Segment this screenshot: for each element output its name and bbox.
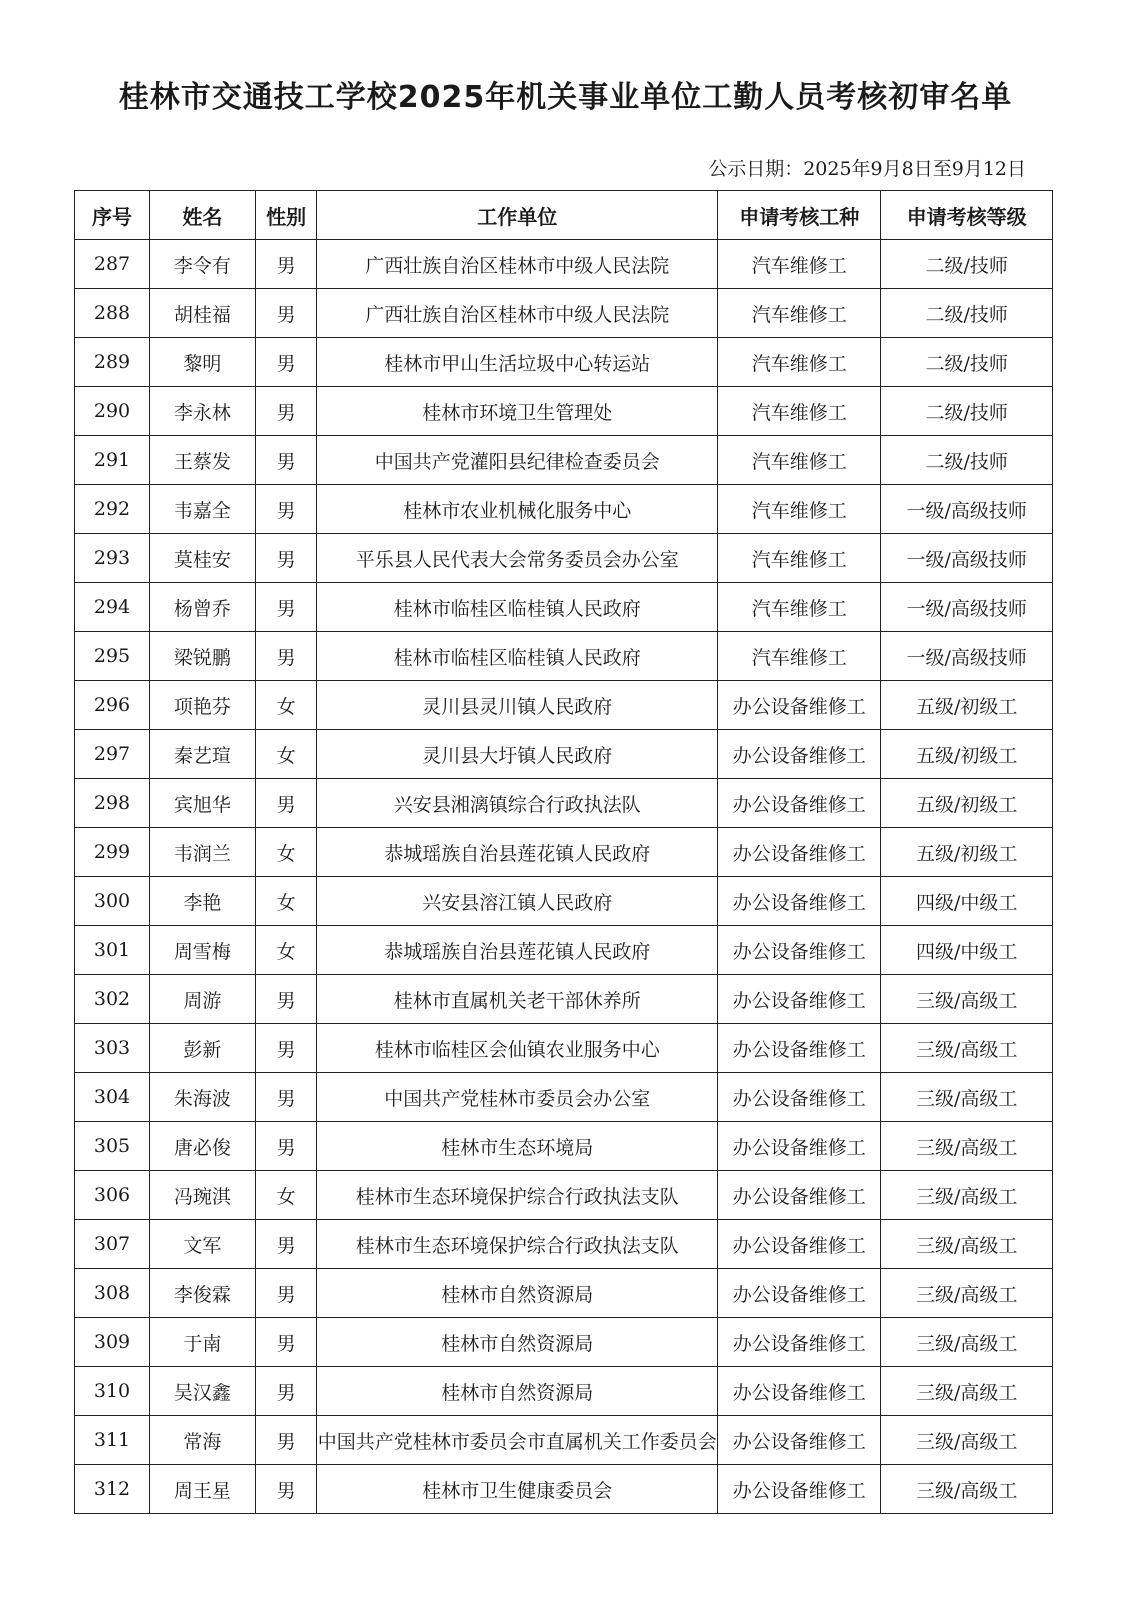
cell-work-unit: 桂林市自然资源局 bbox=[317, 1367, 718, 1416]
cell-seq: 306 bbox=[75, 1171, 150, 1220]
cell-gender: 男 bbox=[255, 387, 317, 436]
cell-level: 二级/技师 bbox=[881, 289, 1053, 338]
cell-trade: 汽车维修工 bbox=[718, 583, 881, 632]
table-row bbox=[75, 1465, 1053, 1514]
cell-gender: 男 bbox=[255, 1220, 317, 1269]
cell-gender: 女 bbox=[255, 877, 317, 926]
cell-gender: 女 bbox=[255, 926, 317, 975]
cell-seq: 308 bbox=[75, 1269, 150, 1318]
cell-seq: 309 bbox=[75, 1318, 150, 1367]
cell-trade: 办公设备维修工 bbox=[718, 1024, 881, 1073]
cell-trade: 办公设备维修工 bbox=[718, 1171, 881, 1220]
cell-level: 五级/初级工 bbox=[881, 681, 1053, 730]
cell-level: 三级/高级工 bbox=[881, 1465, 1053, 1514]
cell-seq: 296 bbox=[75, 681, 150, 730]
cell-work-unit: 桂林市自然资源局 bbox=[317, 1269, 718, 1318]
table-row bbox=[75, 583, 1053, 632]
cell-seq: 303 bbox=[75, 1024, 150, 1073]
cell-name: 周游 bbox=[149, 975, 255, 1024]
cell-name: 黎明 bbox=[149, 338, 255, 387]
cell-work-unit: 恭城瑶族自治县莲花镇人民政府 bbox=[317, 926, 718, 975]
table-row bbox=[75, 240, 1053, 289]
cell-work-unit: 兴安县湘漓镇综合行政执法队 bbox=[317, 779, 718, 828]
cell-name: 彭新 bbox=[149, 1024, 255, 1073]
cell-work-unit: 桂林市生态环境保护综合行政执法支队 bbox=[317, 1171, 718, 1220]
cell-trade: 办公设备维修工 bbox=[718, 1367, 881, 1416]
table-row bbox=[75, 1073, 1053, 1122]
cell-level: 二级/技师 bbox=[881, 338, 1053, 387]
cell-trade: 汽车维修工 bbox=[718, 632, 881, 681]
cell-gender: 男 bbox=[255, 1465, 317, 1514]
cell-seq: 307 bbox=[75, 1220, 150, 1269]
cell-name: 吴汉鑫 bbox=[149, 1367, 255, 1416]
cell-seq: 305 bbox=[75, 1122, 150, 1171]
cell-seq: 302 bbox=[75, 975, 150, 1024]
header-work-unit: 工作单位 bbox=[317, 191, 718, 240]
cell-level: 三级/高级工 bbox=[881, 1122, 1053, 1171]
cell-work-unit: 广西壮族自治区桂林市中级人民法院 bbox=[317, 240, 718, 289]
publish-date: 公示日期：2025年9月8日至9月12日 bbox=[708, 158, 1026, 180]
cell-trade: 汽车维修工 bbox=[718, 289, 881, 338]
cell-level: 三级/高级工 bbox=[881, 1269, 1053, 1318]
cell-gender: 男 bbox=[255, 779, 317, 828]
cell-name: 莫桂安 bbox=[149, 534, 255, 583]
cell-name: 李俊霖 bbox=[149, 1269, 255, 1318]
cell-level: 三级/高级工 bbox=[881, 1073, 1053, 1122]
cell-name: 文军 bbox=[149, 1220, 255, 1269]
table-body bbox=[75, 240, 1053, 1514]
cell-work-unit: 中国共产党桂林市委员会市直属机关工作委员会 bbox=[317, 1416, 718, 1465]
cell-work-unit: 广西壮族自治区桂林市中级人民法院 bbox=[317, 289, 718, 338]
cell-seq: 300 bbox=[75, 877, 150, 926]
cell-trade: 汽车维修工 bbox=[718, 534, 881, 583]
cell-gender: 男 bbox=[255, 534, 317, 583]
cell-trade: 办公设备维修工 bbox=[718, 1073, 881, 1122]
cell-seq: 290 bbox=[75, 387, 150, 436]
cell-gender: 男 bbox=[255, 1024, 317, 1073]
cell-work-unit: 桂林市临桂区会仙镇农业服务中心 bbox=[317, 1024, 718, 1073]
cell-gender: 男 bbox=[255, 436, 317, 485]
table-row bbox=[75, 779, 1053, 828]
cell-work-unit: 桂林市生态环境局 bbox=[317, 1122, 718, 1171]
cell-name: 周王星 bbox=[149, 1465, 255, 1514]
header-trade: 申请考核工种 bbox=[718, 191, 881, 240]
cell-seq: 312 bbox=[75, 1465, 150, 1514]
cell-gender: 女 bbox=[255, 828, 317, 877]
cell-level: 三级/高级工 bbox=[881, 1416, 1053, 1465]
cell-level: 一级/高级技师 bbox=[881, 632, 1053, 681]
cell-name: 冯琬淇 bbox=[149, 1171, 255, 1220]
table-header-row bbox=[75, 191, 1053, 240]
cell-gender: 男 bbox=[255, 338, 317, 387]
cell-seq: 299 bbox=[75, 828, 150, 877]
cell-work-unit: 桂林市环境卫生管理处 bbox=[317, 387, 718, 436]
cell-level: 三级/高级工 bbox=[881, 1171, 1053, 1220]
table-row bbox=[75, 926, 1053, 975]
cell-name: 于南 bbox=[149, 1318, 255, 1367]
table-row bbox=[75, 975, 1053, 1024]
cell-seq: 301 bbox=[75, 926, 150, 975]
cell-level: 二级/技师 bbox=[881, 436, 1053, 485]
cell-work-unit: 平乐县人民代表大会常务委员会办公室 bbox=[317, 534, 718, 583]
cell-name: 韦嘉全 bbox=[149, 485, 255, 534]
cell-gender: 男 bbox=[255, 632, 317, 681]
table-row bbox=[75, 1367, 1053, 1416]
table-row bbox=[75, 534, 1053, 583]
cell-level: 四级/中级工 bbox=[881, 877, 1053, 926]
cell-name: 杨曾乔 bbox=[149, 583, 255, 632]
table-row bbox=[75, 289, 1053, 338]
cell-seq: 287 bbox=[75, 240, 150, 289]
cell-name: 韦润兰 bbox=[149, 828, 255, 877]
cell-level: 三级/高级工 bbox=[881, 1318, 1053, 1367]
cell-work-unit: 恭城瑶族自治县莲花镇人民政府 bbox=[317, 828, 718, 877]
table-row bbox=[75, 1416, 1053, 1465]
cell-name: 胡桂福 bbox=[149, 289, 255, 338]
cell-level: 三级/高级工 bbox=[881, 975, 1053, 1024]
cell-work-unit: 桂林市直属机关老干部休养所 bbox=[317, 975, 718, 1024]
cell-level: 三级/高级工 bbox=[881, 1220, 1053, 1269]
cell-trade: 办公设备维修工 bbox=[718, 975, 881, 1024]
cell-seq: 297 bbox=[75, 730, 150, 779]
cell-seq: 310 bbox=[75, 1367, 150, 1416]
cell-trade: 办公设备维修工 bbox=[718, 1122, 881, 1171]
table-row bbox=[75, 632, 1053, 681]
cell-name: 李艳 bbox=[149, 877, 255, 926]
cell-work-unit: 桂林市自然资源局 bbox=[317, 1318, 718, 1367]
cell-gender: 男 bbox=[255, 1318, 317, 1367]
cell-seq: 295 bbox=[75, 632, 150, 681]
cell-gender: 男 bbox=[255, 583, 317, 632]
cell-level: 一级/高级技师 bbox=[881, 534, 1053, 583]
cell-gender: 男 bbox=[255, 240, 317, 289]
header-name: 姓名 bbox=[149, 191, 255, 240]
cell-trade: 汽车维修工 bbox=[718, 485, 881, 534]
cell-work-unit: 灵川县大圩镇人民政府 bbox=[317, 730, 718, 779]
cell-seq: 292 bbox=[75, 485, 150, 534]
cell-trade: 汽车维修工 bbox=[718, 387, 881, 436]
cell-gender: 男 bbox=[255, 1416, 317, 1465]
cell-work-unit: 兴安县溶江镇人民政府 bbox=[317, 877, 718, 926]
cell-name: 王蔡发 bbox=[149, 436, 255, 485]
document-title: 桂林市交通技工学校2025年机关事业单位工勤人员考核初审名单 bbox=[118, 80, 1013, 115]
header-level: 申请考核等级 bbox=[881, 191, 1053, 240]
cell-name: 李令有 bbox=[149, 240, 255, 289]
cell-seq: 288 bbox=[75, 289, 150, 338]
cell-level: 五级/初级工 bbox=[881, 730, 1053, 779]
cell-work-unit: 桂林市生态环境保护综合行政执法支队 bbox=[317, 1220, 718, 1269]
cell-trade: 办公设备维修工 bbox=[718, 877, 881, 926]
table-row bbox=[75, 681, 1053, 730]
cell-name: 秦艺瑄 bbox=[149, 730, 255, 779]
cell-trade: 汽车维修工 bbox=[718, 240, 881, 289]
table-row bbox=[75, 387, 1053, 436]
cell-level: 五级/初级工 bbox=[881, 828, 1053, 877]
cell-trade: 汽车维修工 bbox=[718, 338, 881, 387]
cell-trade: 办公设备维修工 bbox=[718, 828, 881, 877]
header-gender: 性别 bbox=[255, 191, 317, 240]
cell-trade: 办公设备维修工 bbox=[718, 730, 881, 779]
cell-gender: 男 bbox=[255, 289, 317, 338]
cell-trade: 办公设备维修工 bbox=[718, 1269, 881, 1318]
cell-gender: 女 bbox=[255, 730, 317, 779]
cell-level: 一级/高级技师 bbox=[881, 485, 1053, 534]
cell-trade: 办公设备维修工 bbox=[718, 926, 881, 975]
cell-name: 常海 bbox=[149, 1416, 255, 1465]
cell-gender: 男 bbox=[255, 1122, 317, 1171]
cell-gender: 女 bbox=[255, 681, 317, 730]
cell-gender: 女 bbox=[255, 1171, 317, 1220]
cell-work-unit: 桂林市卫生健康委员会 bbox=[317, 1465, 718, 1514]
table-row bbox=[75, 1220, 1053, 1269]
cell-level: 三级/高级工 bbox=[881, 1367, 1053, 1416]
cell-name: 唐必俊 bbox=[149, 1122, 255, 1171]
cell-work-unit: 桂林市农业机械化服务中心 bbox=[317, 485, 718, 534]
cell-level: 五级/初级工 bbox=[881, 779, 1053, 828]
cell-work-unit: 桂林市甲山生活垃圾中心转运站 bbox=[317, 338, 718, 387]
table-row bbox=[75, 730, 1053, 779]
cell-seq: 294 bbox=[75, 583, 150, 632]
cell-trade: 办公设备维修工 bbox=[718, 1220, 881, 1269]
cell-gender: 男 bbox=[255, 1269, 317, 1318]
table-row bbox=[75, 338, 1053, 387]
cell-name: 梁锐鹏 bbox=[149, 632, 255, 681]
cell-name: 宾旭华 bbox=[149, 779, 255, 828]
cell-work-unit: 灵川县灵川镇人民政府 bbox=[317, 681, 718, 730]
cell-trade: 办公设备维修工 bbox=[718, 779, 881, 828]
table-row bbox=[75, 436, 1053, 485]
cell-trade: 汽车维修工 bbox=[718, 436, 881, 485]
header-seq: 序号 bbox=[75, 191, 150, 240]
cell-name: 周雪梅 bbox=[149, 926, 255, 975]
table-row bbox=[75, 1122, 1053, 1171]
cell-work-unit: 中国共产党桂林市委员会办公室 bbox=[317, 1073, 718, 1122]
table-row bbox=[75, 1318, 1053, 1367]
cell-seq: 291 bbox=[75, 436, 150, 485]
cell-seq: 293 bbox=[75, 534, 150, 583]
cell-work-unit: 中国共产党灌阳县纪律检查委员会 bbox=[317, 436, 718, 485]
cell-trade: 办公设备维修工 bbox=[718, 681, 881, 730]
cell-level: 一级/高级技师 bbox=[881, 583, 1053, 632]
cell-trade: 办公设备维修工 bbox=[718, 1318, 881, 1367]
cell-gender: 男 bbox=[255, 1367, 317, 1416]
cell-work-unit: 桂林市临桂区临桂镇人民政府 bbox=[317, 632, 718, 681]
cell-gender: 男 bbox=[255, 1073, 317, 1122]
cell-gender: 男 bbox=[255, 485, 317, 534]
table-row bbox=[75, 1024, 1053, 1073]
cell-name: 李永林 bbox=[149, 387, 255, 436]
cell-name: 项艳芬 bbox=[149, 681, 255, 730]
cell-work-unit: 桂林市临桂区临桂镇人民政府 bbox=[317, 583, 718, 632]
roster-table bbox=[74, 190, 1053, 1514]
table-row bbox=[75, 877, 1053, 926]
cell-gender: 男 bbox=[255, 975, 317, 1024]
cell-seq: 311 bbox=[75, 1416, 150, 1465]
table-row bbox=[75, 1171, 1053, 1220]
cell-level: 二级/技师 bbox=[881, 387, 1053, 436]
cell-level: 二级/技师 bbox=[881, 240, 1053, 289]
cell-seq: 298 bbox=[75, 779, 150, 828]
cell-seq: 304 bbox=[75, 1073, 150, 1122]
cell-seq: 289 bbox=[75, 338, 150, 387]
cell-name: 朱海波 bbox=[149, 1073, 255, 1122]
cell-trade: 办公设备维修工 bbox=[718, 1465, 881, 1514]
table-row bbox=[75, 1269, 1053, 1318]
table-row bbox=[75, 828, 1053, 877]
cell-level: 四级/中级工 bbox=[881, 926, 1053, 975]
table-row bbox=[75, 485, 1053, 534]
cell-level: 三级/高级工 bbox=[881, 1024, 1053, 1073]
cell-trade: 办公设备维修工 bbox=[718, 1416, 881, 1465]
